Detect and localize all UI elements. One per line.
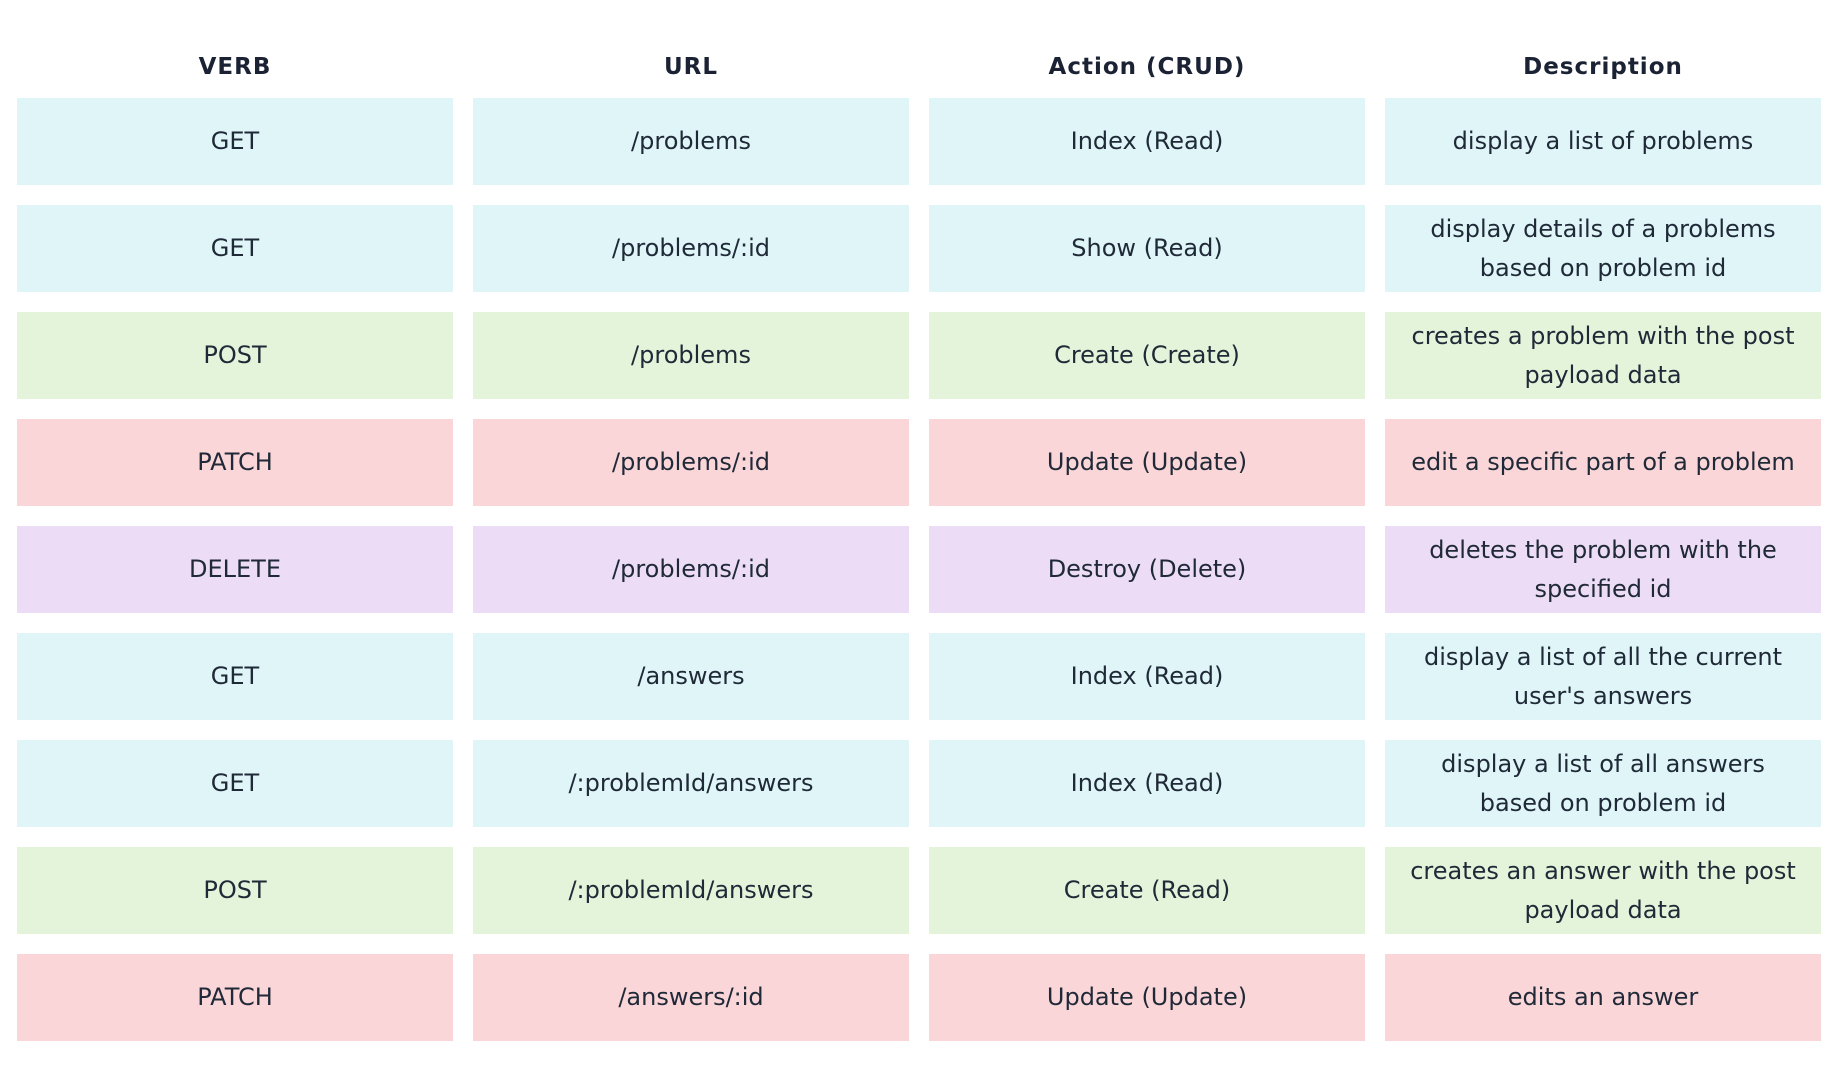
verb-cell: PATCH	[17, 419, 453, 506]
verb-cell: GET	[17, 205, 453, 292]
table-body	[17, 98, 1821, 1041]
table-row	[17, 526, 1821, 613]
url-cell: /problems	[473, 312, 909, 399]
action-cell: Index (Read)	[929, 98, 1365, 185]
url-cell: /problems	[473, 98, 909, 185]
action-cell: Create (Create)	[929, 312, 1365, 399]
action-cell: Update (Update)	[929, 954, 1365, 1041]
table-row	[17, 633, 1821, 720]
table-header	[17, 36, 1821, 98]
description-cell: display a list of all answers based on problem id	[1385, 740, 1821, 827]
header-verb: VERB	[198, 54, 272, 80]
url-cell: /problems/:id	[473, 419, 909, 506]
header-action: Action (CRUD)	[1048, 54, 1246, 80]
description-cell: display a list of problems	[1385, 98, 1821, 185]
verb-cell: GET	[17, 633, 453, 720]
verb-cell: GET	[17, 740, 453, 827]
action-cell: Destroy (Delete)	[929, 526, 1365, 613]
action-cell: Update (Update)	[929, 419, 1365, 506]
description-cell: display details of a problems based on problem id	[1385, 205, 1821, 292]
url-cell: /:problemId/answers	[473, 847, 909, 934]
table-row	[17, 419, 1821, 506]
header-url: URL	[663, 54, 719, 80]
url-cell: /:problemId/answers	[473, 740, 909, 827]
description-cell: creates a problem with the post payload data	[1385, 312, 1821, 399]
action-cell: Index (Read)	[929, 633, 1365, 720]
verb-cell: DELETE	[17, 526, 453, 613]
description-cell: edits an answer	[1385, 954, 1821, 1041]
table-row	[17, 98, 1821, 185]
table-row	[17, 847, 1821, 934]
action-cell: Create (Read)	[929, 847, 1365, 934]
verb-cell: POST	[17, 847, 453, 934]
header-description: Description	[1523, 54, 1683, 80]
action-cell: Show (Read)	[929, 205, 1365, 292]
verb-cell: GET	[17, 98, 453, 185]
url-cell: /problems/:id	[473, 526, 909, 613]
url-cell: /answers	[473, 633, 909, 720]
url-cell: /problems/:id	[473, 205, 909, 292]
url-cell: /answers/:id	[473, 954, 909, 1041]
table-row	[17, 954, 1821, 1041]
verb-cell: POST	[17, 312, 453, 399]
description-cell: creates an answer with the post payload data	[1385, 847, 1821, 934]
verb-cell: PATCH	[17, 954, 453, 1041]
table-row	[17, 205, 1821, 292]
description-cell: deletes the problem with the specified id	[1385, 526, 1821, 613]
table-row	[17, 312, 1821, 399]
description-cell: display a list of all the current user's answers	[1385, 633, 1821, 720]
description-cell: edit a specific part of a problem	[1385, 419, 1821, 506]
table-row	[17, 740, 1821, 827]
action-cell: Index (Read)	[929, 740, 1365, 827]
